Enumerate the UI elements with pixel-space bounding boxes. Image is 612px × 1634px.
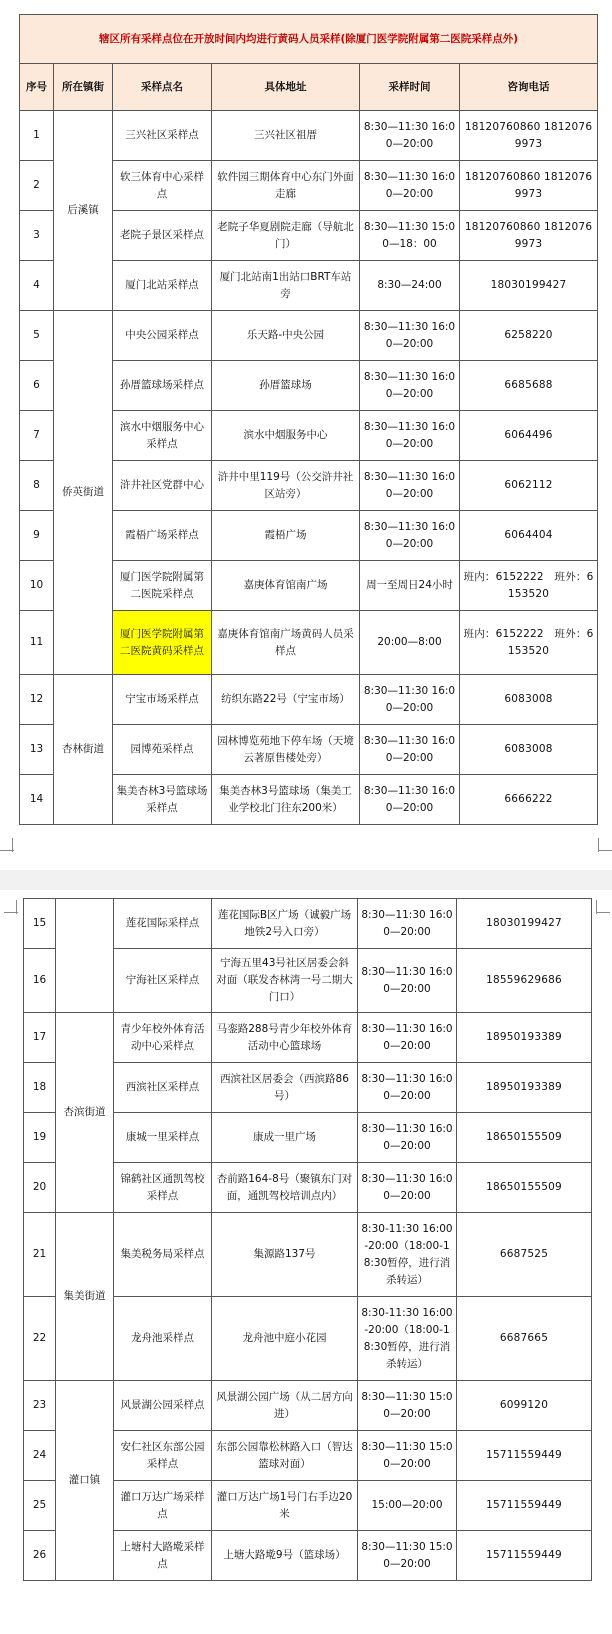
row-phone: 18120760860 18120769973 bbox=[460, 211, 598, 261]
header-time: 采样时间 bbox=[360, 64, 460, 111]
crop-mark bbox=[598, 850, 612, 851]
row-no: 10 bbox=[20, 561, 54, 611]
row-time: 8:30—11:30 16:00—20:00 bbox=[360, 775, 460, 825]
row-site-name: 园博苑采样点 bbox=[113, 725, 212, 775]
table-row bbox=[20, 675, 598, 725]
row-site-name: 软三体育中心采样点 bbox=[113, 161, 212, 211]
row-address: 宁海五里43号社区居委会斜对面（联发杏林湾一号二期大门口） bbox=[212, 949, 358, 1013]
row-no: 13 bbox=[20, 725, 54, 775]
header-phone: 咨询电话 bbox=[460, 64, 598, 111]
row-no: 21 bbox=[24, 1213, 56, 1297]
row-address: 厦门北站南1出站口BRT车站旁 bbox=[212, 261, 360, 311]
row-no: 22 bbox=[24, 1297, 56, 1381]
row-address: 康成一里广场 bbox=[212, 1113, 358, 1163]
district-cell: 后溪镇 bbox=[54, 111, 113, 311]
row-site-name: 厦门医学院附属第二医院采样点 bbox=[113, 561, 212, 611]
row-site-name: 霞梧广场采样点 bbox=[113, 511, 212, 561]
row-site-name: 老院子景区采样点 bbox=[113, 211, 212, 261]
row-no: 11 bbox=[20, 611, 54, 675]
row-no: 7 bbox=[20, 411, 54, 461]
row-address: 集美杏林3号篮球场（集美工业学校北门往东200米） bbox=[212, 775, 360, 825]
row-address: 风景湖公园广场（从二居方向进） bbox=[212, 1381, 358, 1431]
row-address: 西滨社区居委会（西滨路86号） bbox=[212, 1063, 358, 1113]
row-site-name: 安仁社区东部公园采样点 bbox=[114, 1431, 212, 1481]
row-phone: 6258220 bbox=[460, 311, 598, 361]
row-address: 集源路137号 bbox=[212, 1213, 358, 1297]
table-row bbox=[24, 1381, 592, 1431]
row-address: 灌口万达广场1号门右手边20米 bbox=[212, 1481, 358, 1531]
row-phone: 6687525 bbox=[457, 1213, 592, 1297]
row-phone: 18950193389 bbox=[457, 1013, 592, 1063]
row-phone: 6685688 bbox=[460, 361, 598, 411]
row-no: 5 bbox=[20, 311, 54, 361]
row-phone: 15711559449 bbox=[457, 1431, 592, 1481]
row-time: 周一至周日24小时 bbox=[360, 561, 460, 611]
row-no: 16 bbox=[24, 949, 56, 1013]
table-row bbox=[20, 311, 598, 361]
row-address: 上塘大路墘9号（篮球场） bbox=[212, 1531, 358, 1581]
row-phone: 15711559449 bbox=[457, 1481, 592, 1531]
row-no: 3 bbox=[20, 211, 54, 261]
row-time: 20:00—8:00 bbox=[360, 611, 460, 675]
row-site-name: 灌口万达广场采样点 bbox=[114, 1481, 212, 1531]
row-site-name: 康城一里采样点 bbox=[114, 1113, 212, 1163]
row-time: 8:30—11:30 16:00—20:00 bbox=[360, 411, 460, 461]
district-cell: 杏滨街道 bbox=[56, 1013, 114, 1213]
header-address: 具体地址 bbox=[212, 64, 360, 111]
row-no: 8 bbox=[20, 461, 54, 511]
table-row bbox=[24, 899, 592, 949]
page-gap bbox=[0, 870, 612, 890]
row-site-name: 西滨社区采样点 bbox=[114, 1063, 212, 1113]
row-site-name: 莲花国际采样点 bbox=[114, 899, 212, 949]
row-site-name: 锦鹤社区通凯驾校采样点 bbox=[114, 1163, 212, 1213]
row-site-name: 滨水中烟服务中心采样点 bbox=[113, 411, 212, 461]
row-no: 6 bbox=[20, 361, 54, 411]
table-row bbox=[24, 1213, 592, 1297]
crop-mark bbox=[0, 850, 14, 851]
row-address: 嘉庚体育馆南广场 bbox=[212, 561, 360, 611]
row-phone: 6062112 bbox=[460, 461, 598, 511]
row-address: 浒井中里119号（公交浒井社区站旁） bbox=[212, 461, 360, 511]
row-site-name: 厦门北站采样点 bbox=[113, 261, 212, 311]
row-address: 三兴社区祖厝 bbox=[212, 111, 360, 161]
row-no: 2 bbox=[20, 161, 54, 211]
row-phone: 18120760860 18120769973 bbox=[460, 111, 598, 161]
row-address: 老院子华夏剧院走廊（导航北门） bbox=[212, 211, 360, 261]
row-time: 8:30-11:30 16:00-20:00（18:00-18:30暂停，进行消杀转运） bbox=[358, 1213, 457, 1297]
row-no: 18 bbox=[24, 1063, 56, 1113]
header-district: 所在镇街 bbox=[54, 64, 113, 111]
row-time: 8:30—11:30 16:00—20:00 bbox=[358, 1113, 457, 1163]
row-time: 15:00—20:00 bbox=[358, 1481, 457, 1531]
row-time: 8:30—11:30 16:00—20:00 bbox=[360, 311, 460, 361]
row-phone: 班内：6152222 班外：6153520 bbox=[460, 611, 598, 675]
row-phone: 6064496 bbox=[460, 411, 598, 461]
row-no: 12 bbox=[20, 675, 54, 725]
sampling-table-part-1 bbox=[19, 14, 598, 825]
row-phone: 18650155509 bbox=[457, 1113, 592, 1163]
table-row bbox=[24, 1013, 592, 1063]
row-site-name: 风景湖公园采样点 bbox=[114, 1381, 212, 1431]
row-site-name: 上塘村大路墘采样点 bbox=[114, 1531, 212, 1581]
row-time: 8:30—11:30 16:00—20:00 bbox=[360, 675, 460, 725]
row-no: 25 bbox=[24, 1481, 56, 1531]
row-time: 8:30—11:30 16:00—20:00 bbox=[358, 949, 457, 1013]
row-phone: 18120760860 18120769973 bbox=[460, 161, 598, 211]
row-time: 8:30—11:30 16:00—20:00 bbox=[358, 1163, 457, 1213]
crop-mark bbox=[4, 912, 18, 913]
crop-mark bbox=[596, 912, 610, 913]
row-phone: 18030199427 bbox=[460, 261, 598, 311]
row-time: 8:30—11:30 16:00—20:00 bbox=[360, 111, 460, 161]
row-phone: 18559629686 bbox=[457, 949, 592, 1013]
row-site-name: 集美税务局采样点 bbox=[114, 1213, 212, 1297]
row-no: 17 bbox=[24, 1013, 56, 1063]
row-time: 8:30—11:30 16:00—20:00 bbox=[360, 511, 460, 561]
row-address: 龙舟池中庭小花园 bbox=[212, 1297, 358, 1381]
row-no: 15 bbox=[24, 899, 56, 949]
row-phone: 15711559449 bbox=[457, 1531, 592, 1581]
row-phone: 6687665 bbox=[457, 1297, 592, 1381]
row-time: 8:30—11:30 15:00—20:00 bbox=[358, 1531, 457, 1581]
row-phone: 班内：6152222 班外：6153520 bbox=[460, 561, 598, 611]
row-phone: 18650155509 bbox=[457, 1163, 592, 1213]
row-phone: 6064404 bbox=[460, 511, 598, 561]
row-address: 软件园三期体育中心东门外面走廊 bbox=[212, 161, 360, 211]
row-address: 孙厝篮球场 bbox=[212, 361, 360, 411]
row-time: 8:30—11:30 15:00—20:00 bbox=[358, 1381, 457, 1431]
row-time: 8:30—11:30 16:00—20:00 bbox=[358, 1063, 457, 1113]
row-phone: 18030199427 bbox=[457, 899, 592, 949]
row-time: 8:30—11:30 16:00—20:00 bbox=[360, 725, 460, 775]
district-cell: 杏林街道 bbox=[54, 675, 113, 825]
table-title: 辖区所有采样点位在开放时间内均进行黄码人员采样(除厦门医学院附属第二医院采样点外) bbox=[20, 15, 598, 64]
row-site-name: 青少年校外体育活动中心采样点 bbox=[114, 1013, 212, 1063]
district-cell: 侨英街道 bbox=[54, 311, 113, 675]
header-site-name: 采样点名 bbox=[113, 64, 212, 111]
row-no: 24 bbox=[24, 1431, 56, 1481]
row-time: 8:30—11:30 15:00—18：00 bbox=[360, 211, 460, 261]
row-site-name: 宁宝市场采样点 bbox=[113, 675, 212, 725]
row-no: 19 bbox=[24, 1113, 56, 1163]
row-address: 东部公园靠松林路入口（智达篮球对面） bbox=[212, 1431, 358, 1481]
row-no: 4 bbox=[20, 261, 54, 311]
row-time: 8:30—11:30 15:00—20:00 bbox=[358, 1431, 457, 1481]
row-time: 8:30—11:30 16:00—20:00 bbox=[360, 461, 460, 511]
row-time: 8:30—11:30 16:00—20:00 bbox=[358, 1013, 457, 1063]
row-site-name: 孙厝篮球场采样点 bbox=[113, 361, 212, 411]
row-phone: 6083008 bbox=[460, 725, 598, 775]
row-site-name: 浒井社区党群中心 bbox=[113, 461, 212, 511]
row-site-name: 集美杏林3号篮球场采样点 bbox=[113, 775, 212, 825]
row-address: 马銮路288号青少年校外体育活动中心篮球场 bbox=[212, 1013, 358, 1063]
row-address: 乐天路-中央公园 bbox=[212, 311, 360, 361]
row-phone: 6099120 bbox=[457, 1381, 592, 1431]
row-no: 9 bbox=[20, 511, 54, 561]
row-site-name: 中央公园采样点 bbox=[113, 311, 212, 361]
row-address: 纺织东路22号（宁宝市场） bbox=[212, 675, 360, 725]
row-phone: 18950193389 bbox=[457, 1063, 592, 1113]
row-no: 26 bbox=[24, 1531, 56, 1581]
row-address: 杏前路164-8号（聚镇东门对面，通凯驾校培训点内） bbox=[212, 1163, 358, 1213]
district-cell-continued bbox=[56, 899, 114, 1013]
row-site-name: 龙舟池采样点 bbox=[114, 1297, 212, 1381]
row-phone: 6666222 bbox=[460, 775, 598, 825]
row-time: 8:30—11:30 16:00—20:00 bbox=[360, 361, 460, 411]
row-time: 8:30-11:30 16:00-20:00（18:00-18:30暂停，进行消杀转运） bbox=[358, 1297, 457, 1381]
row-no: 20 bbox=[24, 1163, 56, 1213]
row-phone: 6083008 bbox=[460, 675, 598, 725]
row-no: 1 bbox=[20, 111, 54, 161]
row-address: 嘉庚体育馆南广场黄码人员采样点 bbox=[212, 611, 360, 675]
district-cell: 灌口镇 bbox=[56, 1381, 114, 1581]
district-cell: 集美街道 bbox=[56, 1213, 114, 1381]
row-time: 8:30—11:30 16:00—20:00 bbox=[360, 161, 460, 211]
row-site-name-highlighted: 厦门医学院附属第二医院黄码采样点 bbox=[113, 611, 212, 675]
row-time: 8:30—24:00 bbox=[360, 261, 460, 311]
row-time: 8:30—11:30 16:00—20:00 bbox=[358, 899, 457, 949]
row-address: 滨水中烟服务中心 bbox=[212, 411, 360, 461]
row-no: 23 bbox=[24, 1381, 56, 1431]
sampling-table-part-2 bbox=[23, 898, 592, 1581]
row-address: 霞梧广场 bbox=[212, 511, 360, 561]
table-row bbox=[20, 111, 598, 161]
row-no: 14 bbox=[20, 775, 54, 825]
row-site-name: 三兴社区采样点 bbox=[113, 111, 212, 161]
row-address: 园林博览苑地下停车场（天境云著原售楼处旁） bbox=[212, 725, 360, 775]
row-site-name: 宁海社区采样点 bbox=[114, 949, 212, 1013]
header-no: 序号 bbox=[20, 64, 54, 111]
row-address: 莲花国际B区广场（诚毅广场地铁2号入口旁） bbox=[212, 899, 358, 949]
